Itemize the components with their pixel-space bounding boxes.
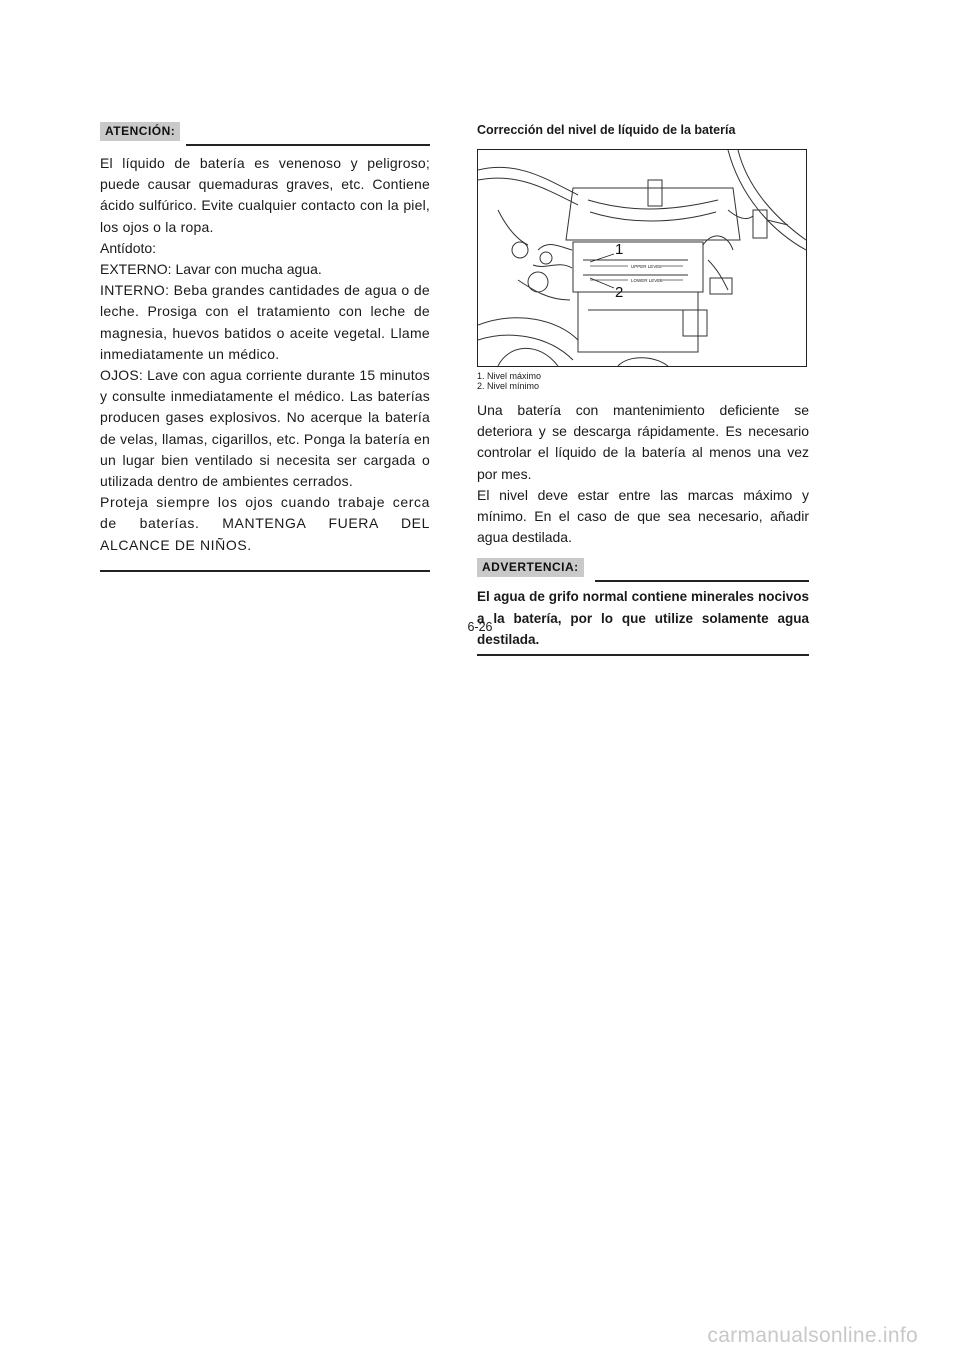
caution-bottom-rule (100, 570, 430, 572)
warning-text: El agua de grifo normal contiene minerales nocivos a la batería, por lo que utilize solamente agua destilada. (477, 589, 809, 648)
warning-header (477, 558, 809, 582)
watermark: carmanualsonline.info (707, 1324, 918, 1347)
warning-badge: ADVERTENCIA: (477, 558, 584, 577)
caution-paragraph-1: El líquido de batería es venenoso y peligroso; puede causar quemaduras graves, etc. Contiene ácido sulfúrico. Evite cualquier contacto con la piel, los ojos o la ropa. (100, 155, 430, 235)
caution-paragraph-2: Antídoto: (100, 239, 157, 256)
battery-figure (477, 149, 807, 367)
caution-notice (100, 122, 430, 572)
caution-paragraph-3: EXTERNO: Lavar con mucha agua. (100, 261, 322, 278)
maintenance-paragraph: Una batería con mantenimiento deficiente se deteriora y se descarga rápidamente. Es necesario controlar el líquido de la batería al menos una vez por mes. (477, 402, 809, 482)
upper-level-mark: UPPER LEVEL (631, 264, 662, 269)
section-title: Corrección del nivel de líquido de la batería (477, 123, 736, 137)
lower-level-mark: LOWER LEVEL (631, 278, 663, 283)
battery-level-section (477, 122, 809, 656)
warning-header-rule (595, 580, 809, 582)
caution-paragraph-4: INTERNO: Beba grandes cantidades de agua o de leche. Prosiga con el tratamiento con leche de magnesia, huevos batidos o aceite vegetal. Llame inmediatamente un médico. (100, 282, 430, 362)
callout-1-leader (590, 254, 614, 262)
legend-item-1: 1. Nivel máximo (477, 371, 542, 381)
caution-badge: ATENCIÓN: (100, 122, 180, 141)
page-number: 6-26 (467, 620, 493, 634)
caution-paragraph-6: Proteja siempre los ojos cuando trabaje cerca de baterías. MANTENGA FUERA DEL ALCANCE DE NIÑOS. (100, 494, 430, 553)
callout-2-leader (590, 278, 614, 288)
battery-illustration (478, 150, 806, 366)
callout-1: 1 (615, 241, 624, 258)
caution-header (100, 122, 430, 146)
legend-item-2: 2. Nivel mínimo (477, 381, 540, 391)
warning-bottom-rule (477, 654, 809, 656)
caution-header-rule (186, 144, 430, 146)
caution-paragraph-5: OJOS: Lave con agua corriente durante 15 minutos y consulte inmediatamente el médico. Las baterías producen gases explosivos. No acerque la batería de velas, llamas, cigarillos, etc. Ponga la batería en un lugar bien ventilado si necesita ser cargada o utilizada dentro de ambientes cerrados. (100, 367, 430, 490)
callout-2: 2 (615, 284, 624, 301)
figure-legend (477, 371, 809, 391)
level-paragraph: El nivel deve estar entre las marcas máximo y mínimo. En el caso de que sea necesario, añadir agua destilada. (477, 486, 809, 546)
